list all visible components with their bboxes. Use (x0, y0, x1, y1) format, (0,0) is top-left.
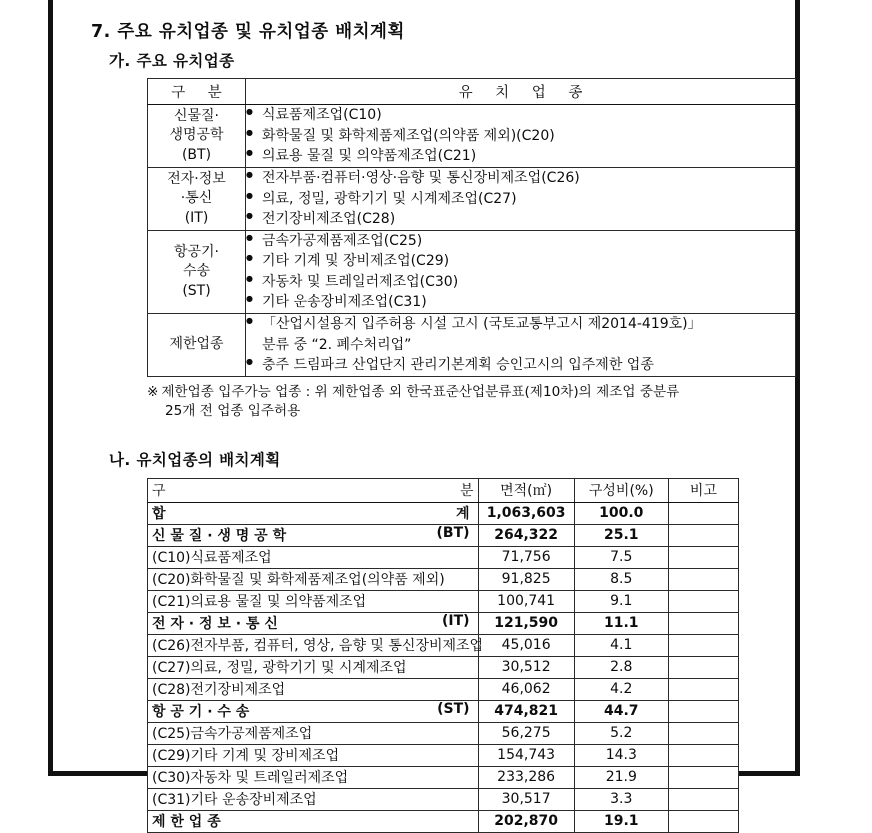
allocation-group-name (148, 810, 479, 832)
industry-category-line: (BT) (181, 146, 212, 163)
allocation-item-name: (C25)금속가공제품제조업 (148, 722, 479, 744)
allocation-header-row (148, 478, 739, 502)
allocation-subrow (148, 744, 739, 766)
allocation-item-name: (C20)화학물질 및 화학제품제조업(의약품 제외) (148, 568, 479, 590)
header-remark: 비고 (668, 478, 738, 502)
industry-category-line: 항공기· (173, 243, 220, 260)
industry-item: ● 자동차 및 트레일러제조업(C30) (246, 272, 795, 293)
allocation-remark-value (668, 788, 738, 810)
industry-category-cell (148, 167, 246, 230)
allocation-ratio-value: 3.3 (574, 788, 668, 810)
table-row (148, 314, 796, 377)
footnote-mark: ※ (147, 383, 159, 400)
allocation-subrow (148, 634, 739, 656)
allocation-subrow (148, 568, 739, 590)
allocation-area-value: 56,275 (478, 722, 574, 744)
industry-items-cell (246, 167, 796, 230)
header-gu-label: 구 (152, 483, 166, 500)
allocation-group-code: (IT) (441, 613, 470, 630)
industry-item-list (246, 314, 795, 376)
industry-item-list (246, 231, 795, 313)
industry-item: ● 금속가공제품제조업(C25) (246, 231, 795, 252)
allocation-ratio-value: 4.1 (574, 634, 668, 656)
allocation-item-name: (C31)기타 운송장비제조업 (148, 788, 479, 810)
allocation-area-value: 233,286 (478, 766, 574, 788)
allocation-remark-value (668, 568, 738, 590)
allocation-remark-value (668, 744, 738, 766)
allocation-remark-value (668, 590, 738, 612)
allocation-area-value: 30,512 (478, 656, 574, 678)
allocation-item-name: (C10)식료품제조업 (148, 546, 479, 568)
allocation-ratio-value: 9.1 (574, 590, 668, 612)
industry-item: ● 「산업시설용지 입주허용 시설 고시 (국토교통부고시 제2014-419호)」 (246, 314, 795, 335)
industry-category-line: 제한업종 (169, 336, 224, 353)
table-header-row (148, 79, 796, 105)
allocation-area-value: 1,063,603 (478, 502, 574, 524)
allocation-group-row (148, 502, 739, 524)
allocation-subrow (148, 546, 739, 568)
subsection-b (91, 451, 777, 832)
allocation-remark-value (668, 634, 738, 656)
allocation-group-label: 항 공 기 · 수 송 (152, 704, 250, 721)
allocation-group-code: (ST) (437, 701, 470, 718)
allocation-ratio-value: 2.8 (574, 656, 668, 678)
industry-item-list (246, 168, 795, 230)
industry-category-cell (148, 105, 246, 168)
page-title: 7. 주요 유치업종 및 유치업종 배치계획 (91, 22, 405, 42)
industry-category-line: (ST) (182, 282, 211, 299)
allocation-item-name: (C26)전자부품, 컴퓨터, 영상, 음향 및 통신장비제조업 (148, 634, 479, 656)
allocation-subrow (148, 722, 739, 744)
industry-category-line: 수송 (182, 263, 211, 280)
header-items (246, 79, 796, 105)
industry-item: ● 의료용 물질 및 의약품제조업(C21) (246, 146, 795, 167)
allocation-ratio-value: 4.2 (574, 678, 668, 700)
industry-item: ● 식료품제조업(C10) (246, 105, 795, 126)
allocation-subrow (148, 678, 739, 700)
allocation-item-name: (C21)의료용 물질 및 의약품제조업 (148, 590, 479, 612)
allocation-item-name: (C29)기타 기계 및 장비제조업 (148, 744, 479, 766)
allocation-subrow (148, 766, 739, 788)
allocation-group-name (148, 700, 479, 722)
allocation-group-label: 신 물 질 · 생 명 공 학 (152, 528, 287, 545)
table-major-industries (147, 78, 796, 377)
allocation-item-name: (C28)전기장비제조업 (148, 678, 479, 700)
document-sheet (53, 0, 795, 831)
allocation-remark-value (668, 524, 738, 546)
allocation-area-value: 121,590 (478, 612, 574, 634)
header-category-label: 구 분 (171, 85, 231, 102)
allocation-area-value: 71,756 (478, 546, 574, 568)
allocation-group-name (148, 502, 479, 524)
allocation-area-value: 45,016 (478, 634, 574, 656)
industry-category-cell (148, 230, 246, 313)
header-category (148, 79, 246, 105)
allocation-area-value: 264,322 (478, 524, 574, 546)
industry-items-cell (246, 230, 796, 313)
allocation-ratio-value: 8.5 (574, 568, 668, 590)
subsection-b-title: 나. 유치업종의 배치계획 (109, 451, 281, 470)
table-industries-body (148, 105, 796, 377)
subsection-a-title: 가. 주요 유치업종 (109, 51, 235, 70)
industry-category-line: 신물질· (173, 108, 220, 125)
footnote-line-2: 25개 전 업종 입주허용 (165, 403, 301, 420)
table-row (148, 230, 796, 313)
industry-item: ● 전기장비제조업(C28) (246, 209, 795, 230)
allocation-group-code: (BT) (436, 525, 470, 542)
allocation-ratio-value: 7.5 (574, 546, 668, 568)
allocation-ratio-value: 19.1 (574, 810, 668, 832)
allocation-group-row (148, 810, 739, 832)
header-ratio: 구성비(%) (574, 478, 668, 502)
allocation-ratio-value: 44.7 (574, 700, 668, 722)
allocation-remark-value (668, 612, 738, 634)
industry-item: ● 기타 운송장비제조업(C31) (246, 292, 795, 313)
footnote-line-1: 제한업종 입주가능 업종 : 위 제한업종 외 한국표준산업분류표(제10차)의 제조업 중분류 (161, 383, 680, 400)
header-bun-label: 분 (460, 483, 474, 500)
table-row (148, 167, 796, 230)
allocation-remark-value (668, 546, 738, 568)
header-division (148, 478, 479, 502)
allocation-ratio-value: 11.1 (574, 612, 668, 634)
industry-category-line: 생명공학 (169, 127, 224, 144)
allocation-area-value: 474,821 (478, 700, 574, 722)
industry-category-line: (IT) (184, 209, 209, 226)
industry-item-list (246, 105, 795, 167)
industry-category-line: 전자·정보 (167, 170, 226, 187)
allocation-group-row (148, 524, 739, 546)
allocation-subrow (148, 656, 739, 678)
allocation-item-name: (C27)의료, 정밀, 광학기기 및 시계제조업 (148, 656, 479, 678)
allocation-group-label: 제 한 업 종 (152, 814, 221, 831)
allocation-remark-value (668, 502, 738, 524)
allocation-item-name: (C30)자동차 및 트레일러제조업 (148, 766, 479, 788)
allocation-ratio-value: 5.2 (574, 722, 668, 744)
allocation-group-code: 계 (456, 506, 470, 523)
allocation-remark-value (668, 766, 738, 788)
allocation-subrow (148, 590, 739, 612)
header-items-label: 유 치 업 종 (458, 85, 592, 102)
allocation-area-value: 100,741 (478, 590, 574, 612)
allocation-ratio-value: 100.0 (574, 502, 668, 524)
industry-item: ● 기타 기계 및 장비제조업(C29) (246, 251, 795, 272)
allocation-group-name (148, 524, 479, 546)
industry-category-line: ·통신 (180, 190, 213, 207)
industry-items-cell (246, 314, 796, 377)
industry-item: 분류 중 “2. 폐수처리업” (262, 336, 412, 353)
allocation-ratio-value: 14.3 (574, 744, 668, 766)
industry-category-cell (148, 314, 246, 377)
allocation-area-value: 91,825 (478, 568, 574, 590)
table-allocation-body (148, 502, 739, 832)
allocation-group-label: 전 자 · 정 보 · 통 신 (152, 616, 278, 633)
allocation-area-value: 154,743 (478, 744, 574, 766)
allocation-area-value: 202,870 (478, 810, 574, 832)
allocation-group-label: 합 (152, 506, 166, 523)
table-row (148, 105, 796, 168)
industry-item: ● 화학물질 및 화학제품제조업(의약품 제외)(C20) (246, 126, 795, 147)
allocation-remark-value (668, 656, 738, 678)
industries-footnote (147, 383, 807, 422)
allocation-ratio-value: 25.1 (574, 524, 668, 546)
allocation-area-value: 46,062 (478, 678, 574, 700)
allocation-group-row (148, 612, 739, 634)
table-allocation-plan (147, 478, 739, 833)
allocation-ratio-value: 21.9 (574, 766, 668, 788)
allocation-area-value: 30,517 (478, 788, 574, 810)
allocation-remark-value (668, 810, 738, 832)
industry-item: ● 의료, 정밀, 광학기기 및 시계제조업(C27) (246, 189, 795, 210)
industry-item: ● 충주 드림파크 산업단지 관리기본계획 승인고시의 입주제한 업종 (246, 355, 795, 376)
allocation-subrow (148, 788, 739, 810)
allocation-group-row (148, 700, 739, 722)
allocation-remark-value (668, 678, 738, 700)
industry-item: ● 전자부품·컴퓨터·영상·음향 및 통신장비제조업(C26) (246, 168, 795, 189)
allocation-remark-value (668, 700, 738, 722)
allocation-remark-value (668, 722, 738, 744)
header-area: 면적(㎡) (478, 478, 574, 502)
industry-items-cell (246, 105, 796, 168)
allocation-group-name (148, 612, 479, 634)
